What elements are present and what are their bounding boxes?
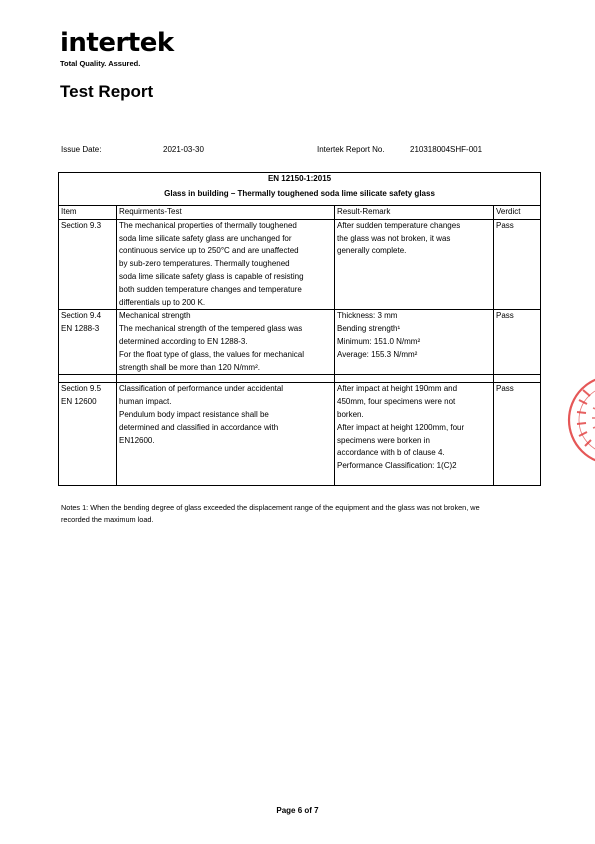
text-line: strength shall be more than 120 N/mm². xyxy=(119,362,260,372)
text-line: 450mm, four specimens were not xyxy=(337,397,456,407)
requirement-cell xyxy=(117,383,335,486)
text-line: soda lime silicate safety glass are unchanged for xyxy=(119,233,292,243)
item-cell xyxy=(59,383,117,486)
text-line: The mechanical strength of the tempered glass was xyxy=(119,324,303,334)
intertek-logo xyxy=(60,28,174,68)
result-cell xyxy=(335,219,494,310)
text-line: determined and classified in accordance with xyxy=(119,422,279,432)
issue-date-label: Issue Date: xyxy=(61,145,102,154)
item-line: Section 9.5 xyxy=(61,384,102,394)
table-row xyxy=(59,310,541,375)
text-line: Thickness: 3 mm xyxy=(337,311,398,321)
table-row xyxy=(59,219,541,310)
row-spacer xyxy=(59,375,541,383)
text-line: both sudden temperature changes and temperature xyxy=(119,284,302,294)
note-line: Notes 1: When the bending degree of glass exceeded the displacement range of the equipment and the glass was not broken, we xyxy=(61,503,480,512)
text-line: The mechanical properties of thermally toughened xyxy=(119,220,297,230)
text-line: For the float type of glass, the values for mechanical xyxy=(119,349,304,359)
test-results-table xyxy=(58,172,541,486)
result-cell xyxy=(335,310,494,375)
page-number: Page 6 of 7 xyxy=(276,806,319,815)
note-line: recorded the maximum load. xyxy=(61,514,154,524)
logo-wordmark: intertek xyxy=(60,28,174,58)
text-line: Bending strength¹ xyxy=(337,324,401,334)
text-line: After impact at height 1200mm, four xyxy=(337,422,465,432)
verdict-cell: Pass xyxy=(494,310,541,375)
column-header: Requirments-Test xyxy=(117,206,335,220)
item-line: Section 9.3 xyxy=(61,220,102,230)
issue-date-value: 2021-03-30 xyxy=(163,145,204,154)
item-line: Section 9.4 xyxy=(61,311,102,321)
text-line: EN12600. xyxy=(119,435,155,445)
item-cell xyxy=(59,219,117,310)
column-header: Result-Remark xyxy=(335,206,494,220)
logo-tagline: Total Quality. Assured. xyxy=(60,59,141,68)
text-line: continuous service up to 250°C and are unaffected xyxy=(119,246,299,256)
text-line: generally complete. xyxy=(337,246,407,256)
page-title: Test Report xyxy=(60,82,154,101)
column-header-row xyxy=(59,206,541,220)
text-line: specimens were borken in xyxy=(337,435,430,445)
text-line: After sudden temperature changes xyxy=(337,220,461,230)
report-number-label: Intertek Report No. xyxy=(317,145,385,154)
table-row xyxy=(59,383,541,486)
text-line: Classification of performance under accidental xyxy=(119,384,284,394)
verdict-cell: Pass xyxy=(494,383,541,486)
column-header: Item xyxy=(59,206,117,220)
result-cell xyxy=(335,383,494,486)
notes xyxy=(61,502,541,525)
item-line: EN 1288-3 xyxy=(61,324,100,334)
standard-title: EN 12150-1:2015 xyxy=(59,173,541,187)
text-line: After impact at height 190mm and xyxy=(337,384,458,394)
requirement-cell xyxy=(117,219,335,310)
verdict-cell: Pass xyxy=(494,219,541,310)
text-line: the glass was not broken, it was xyxy=(337,233,451,243)
text-line: Pendulum body impact resistance shall be xyxy=(119,409,269,419)
seal-stamp xyxy=(565,360,595,480)
text-line: differentials up to 200 K. xyxy=(119,297,206,307)
text-line: Mechanical strength xyxy=(119,311,191,321)
text-line: determined according to EN 1288-3. xyxy=(119,336,248,346)
text-line: Average: 155.3 N/mm² xyxy=(337,349,418,359)
requirement-cell xyxy=(117,310,335,375)
text-line: human impact. xyxy=(119,397,172,407)
text-line: Minimum: 151.0 N/mm² xyxy=(337,336,421,346)
text-line: accordance with b of clause 4. xyxy=(337,448,445,458)
item-line: EN 12600 xyxy=(61,397,97,407)
column-header: Verdict xyxy=(494,206,541,220)
text-line: Performance Classification: 1(C)2 xyxy=(337,461,457,471)
text-line: by sub-zero temperatures. Thermally toughened xyxy=(119,259,290,269)
text-line: soda lime silicate safety glass is capable of resisting xyxy=(119,271,304,281)
item-cell xyxy=(59,310,117,375)
standard-subtitle: Glass in building – Thermally toughened soda lime silicate safety glass xyxy=(59,186,541,206)
report-number-value: 210318004SHF-001 xyxy=(410,145,483,154)
text-line: borken. xyxy=(337,409,364,419)
